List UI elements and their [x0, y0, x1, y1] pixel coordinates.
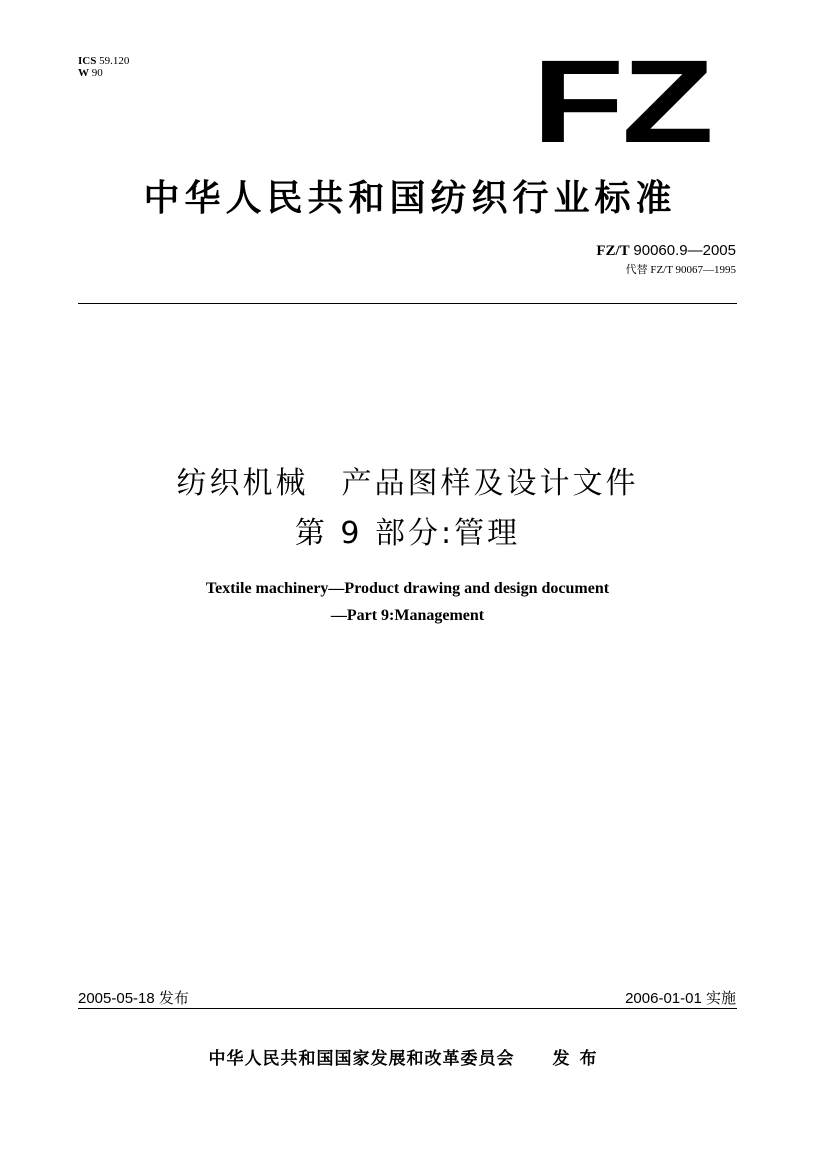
footer-divider	[78, 1008, 737, 1009]
issuer-name: 中华人民共和国国家发展和改革委员会	[208, 1049, 515, 1069]
title-en-line-1: Textile machinery—Product drawing and design document	[205, 580, 610, 597]
classification-codes	[78, 55, 129, 79]
title-cn-line-2: 第 9 部分:管理	[294, 516, 521, 551]
title-cn-line-1: 纺织机械 产品图样及设计文件	[176, 466, 639, 501]
issue-date: 2005-05-18 发布	[78, 990, 189, 1007]
issuer-action: 发布	[552, 1049, 607, 1069]
ccs-label: W	[78, 67, 89, 79]
ccs-code	[78, 67, 129, 79]
replaces-standard: 代替 FZ/T 90067—1995	[625, 264, 736, 276]
title-en-line-2: —Part 9:Management	[330, 607, 485, 624]
header-divider	[78, 303, 737, 304]
ics-value: 59.120	[99, 55, 130, 67]
fz-logo: FZ	[532, 36, 712, 168]
standard-category-title: 中华人民共和国纺织行业标准	[143, 178, 677, 219]
ccs-value: 90	[91, 67, 103, 79]
issuer	[0, 1044, 815, 1069]
standard-code-number: 90060.9—2005	[633, 242, 736, 259]
standard-number	[596, 243, 736, 259]
implementation-date: 2006-01-01 实施	[625, 990, 736, 1007]
ics-code	[78, 55, 129, 67]
ics-label: ICS	[78, 55, 97, 67]
standard-code-prefix: FZ/T	[596, 243, 630, 259]
